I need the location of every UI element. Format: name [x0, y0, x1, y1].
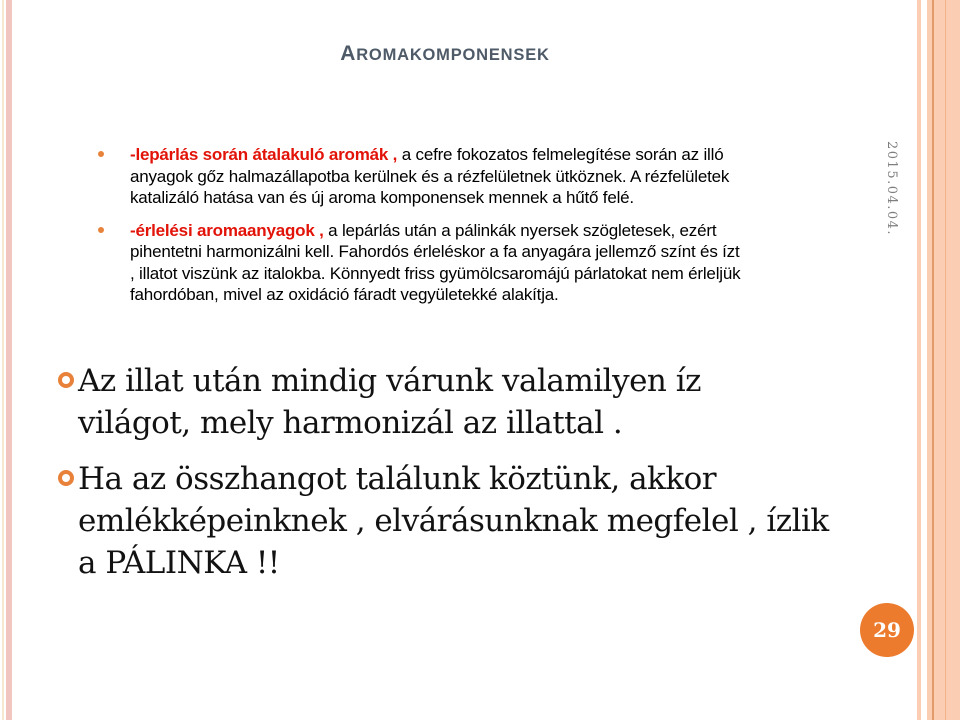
slide-title	[280, 42, 610, 66]
list-item	[58, 458, 878, 584]
slide-title-rest: ROMAKOMPONENSEK	[356, 46, 550, 64]
left-edge-pink-stripe	[6, 0, 12, 720]
list-item	[96, 220, 866, 306]
bullet-dot-icon	[98, 227, 104, 233]
page-number-badge	[860, 603, 914, 657]
bullet-list-small	[96, 144, 866, 317]
right-band-dark-line	[932, 0, 934, 720]
bullet-ring-icon	[58, 372, 74, 388]
bullet-text: Az illat után mindig várunk valamilyen íz világot, mely harmonizál az illattal .	[78, 363, 701, 441]
list-item	[58, 360, 878, 444]
bullet-text: -lepárlás során átalakuló aromák , a cefre fokozatos felmelegítése során az illó anyagok gőz halmazállapotba kerülnek és a rézfelületnek ütköznek. A rézfelületek katalizáló hatása van és új aroma komponensek mennek a hűtő felé.	[130, 145, 730, 207]
left-edge-cream-stripe	[2, 0, 4, 720]
list-item	[96, 144, 866, 209]
right-edge-thin-stripe	[917, 0, 921, 720]
bullet-ring-icon	[58, 470, 74, 486]
slide-date: 2015.04.04.	[884, 141, 899, 237]
bullet-dot-icon	[98, 151, 104, 157]
page-number: 29	[873, 618, 901, 642]
bullet-text: Ha az összhangot találunk köztünk, akkor emlékképeinknek , elvárásunknak megfelel , ízlik a PÁLINKA !!	[78, 461, 829, 581]
bullet-list-large	[58, 360, 878, 598]
slide-title-initial: A	[340, 42, 357, 65]
bullet-text: -érlelési aromaanyagok , a lepárlás után a pálinkák nyersek szögletesek, ezért pihentetni harmonizálni kell. Fahordós érleléskor a fa anyagára jellemző színt és ízt , illatot viszünk az italokba. Könnyedt friss gyümölcsaromájú párlatokat nem érleljük fahordóban, mivel az oxidáció fáradt vegyületekké alakítja.	[130, 220, 741, 304]
right-band-light-line	[945, 0, 946, 720]
